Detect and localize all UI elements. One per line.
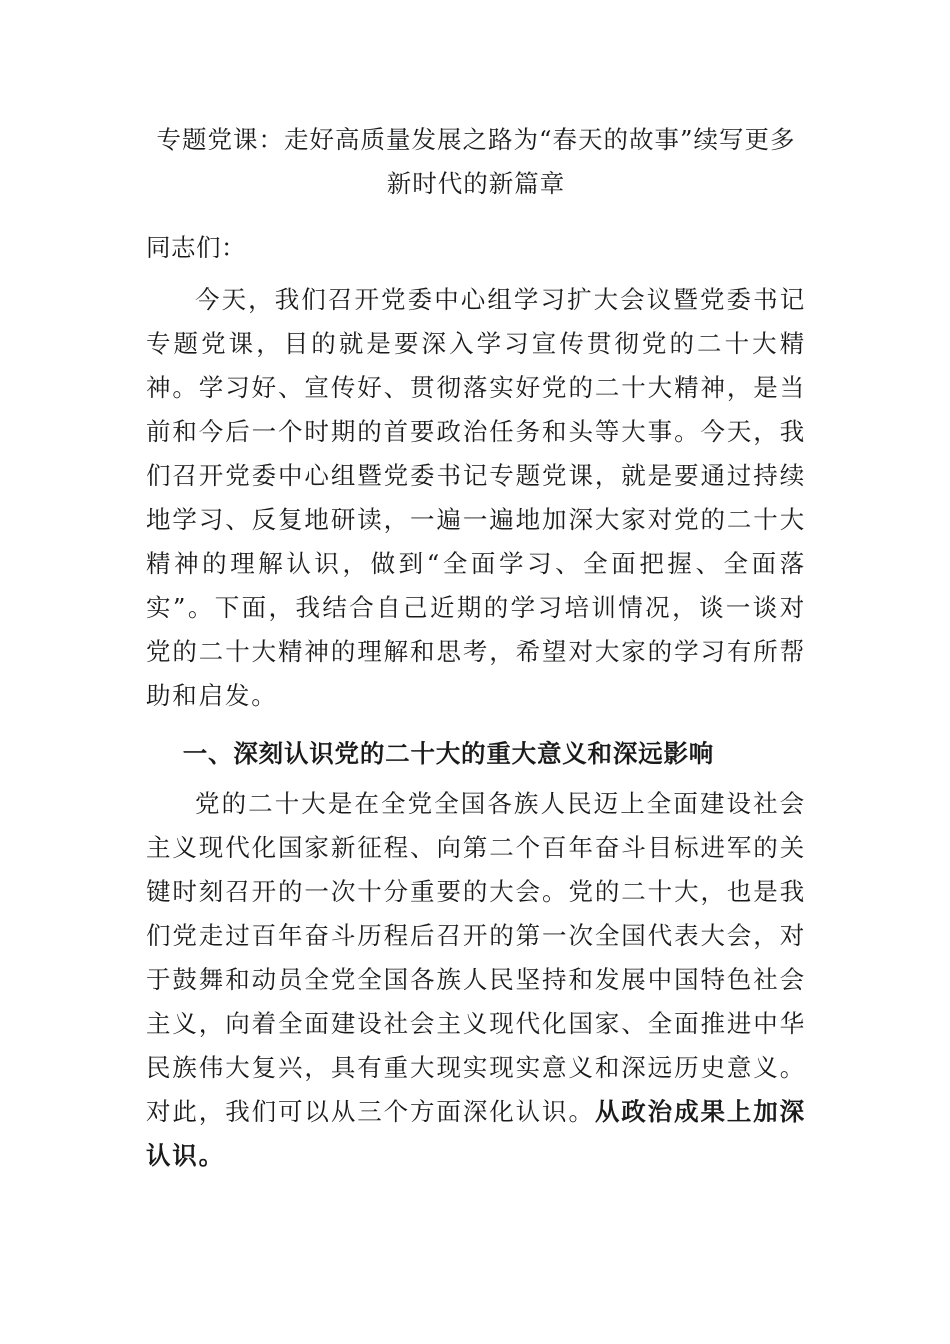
section-heading-1: 一、深刻认识党的二十大的重大意义和深远影响 [182,739,715,768]
document-body [146,118,806,1178]
salutation: 同志们： [146,233,246,262]
intro-paragraph: 今天，我们召开党委中心组学习扩大会议暨党委书记专题党课，目的就是要深入学习宣传贯彻党的二十大精神。学习好、宣传好、贯彻落实好党的二十大精神，是当前和今后一个时期的首要政治任务和头等大事。今天，我们召开党委中心组暨党委书记专题党课，就是要通过持续地学习、反复地研读，一遍一遍地加深大家对党的二十大精神的理解认识，做到“全面学习、全面把握、全面落实”。下面，我结合自己近期的学习培训情况，谈一谈对党的二十大精神的理解和思考，希望对大家的学习有所帮助和启发。 [146,285,806,710]
section-1-bold-subheading: 从政治成果上加深认识。 [146,1097,806,1170]
document-title: 专题党课：走好高质量发展之路为“春天的故事”续写更多新时代的新篇章 [156,125,796,198]
section-1-paragraph-text: 党的二十大是在全党全国各族人民迈上全面建设社会主义现代化国家新征程、向第二个百年奋斗目标进军的关键时刻召开的一次十分重要的大会。党的二十大，也是我们党走过百年奋斗历程后召开的第一次全国代表大会，对于鼓舞和动员全党全国各族人民坚持和发展中国特色社会主义，向着全面建设社会主义现代化国家、全面推进中华民族伟大复兴，具有重大现实现实意义和深远历史意义。对此，我们可以从三个方面深化认识。 [146,789,806,1126]
section-1-paragraph [146,782,806,1178]
